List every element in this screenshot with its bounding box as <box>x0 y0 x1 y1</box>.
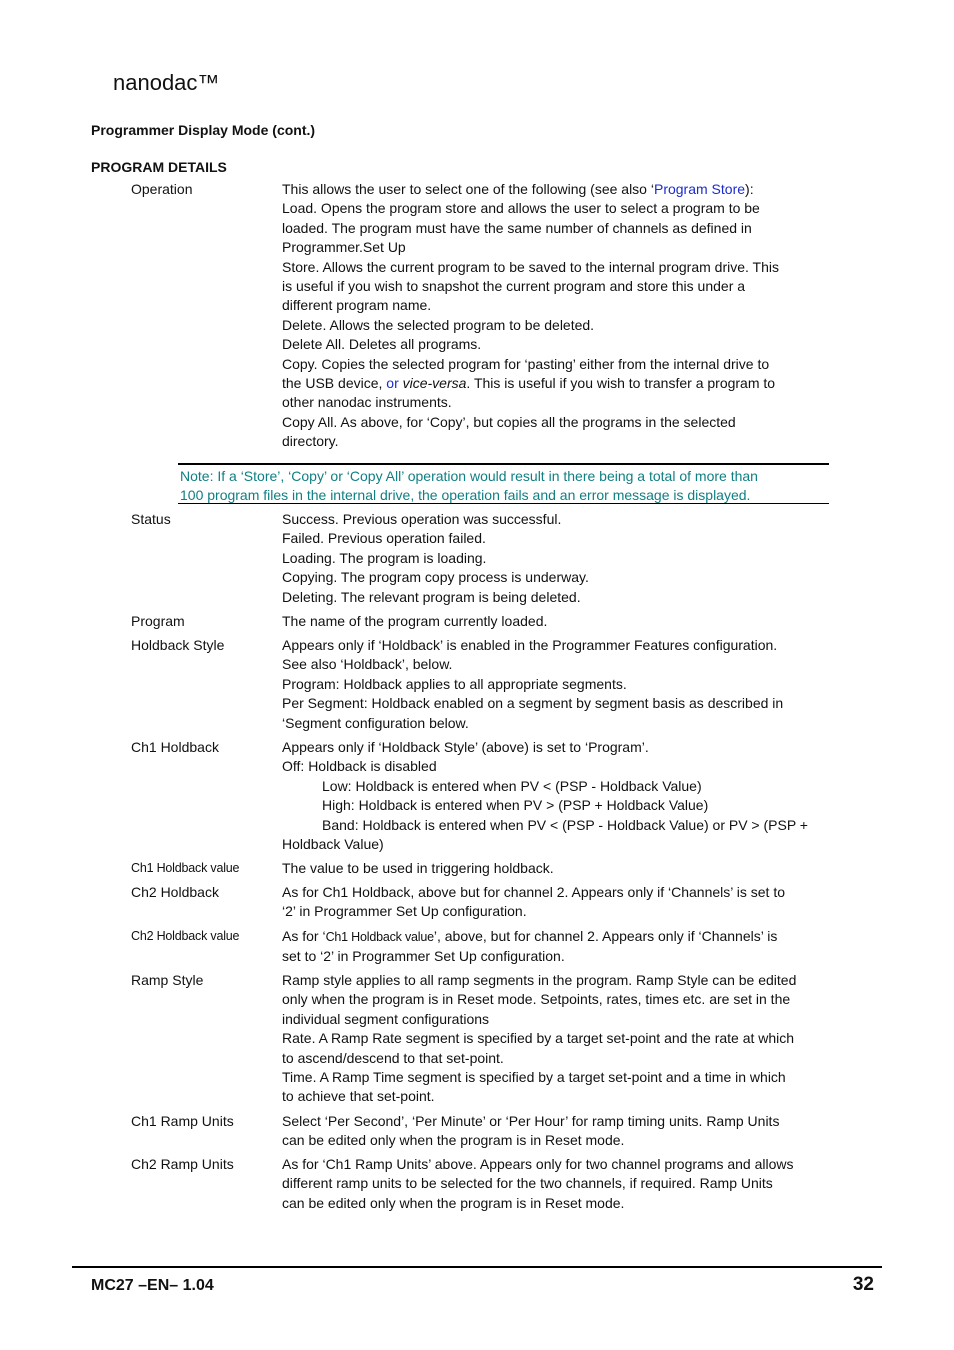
desc-ch1-holdback-value <box>282 859 830 878</box>
ch2-value-ref: Ch1 Holdback value <box>325 930 434 944</box>
ch1-holdback-option: Band: Holdback is entered when PV < (PSP - Holdback Value) or PV > (PSP + <box>322 816 808 833</box>
operation-line: Store. Allows the current program to be saved to the internal program drive. This <box>282 258 779 275</box>
ch2-ramp-units-line: can be edited only when the program is in Reset mode. <box>282 1194 625 1211</box>
label-holdback-style: Holdback Style <box>131 637 225 653</box>
ramp-style-line: Time. A Ramp Time segment is specified by a target set-point and a time in which <box>282 1069 786 1086</box>
ch2-value-pre: As for ‘ <box>282 928 326 944</box>
note-line: 100 program files in the internal drive, the operation fails and an error message is displayed. <box>180 487 751 504</box>
desc-operation <box>282 180 830 452</box>
copy-line-pre: the USB device, <box>282 375 387 392</box>
label-program: Program <box>131 613 185 629</box>
operation-line: Delete. Allows the selected program to be deleted. <box>282 316 595 333</box>
program-store-link[interactable]: Program Store <box>653 181 746 197</box>
ramp-style-line: Ramp style applies to all ramp segments in the program. Ramp Style can be edited <box>282 972 797 988</box>
operation-line: Copy All. As above, for ‘Copy’, but copies all the programs in the selected <box>282 413 736 430</box>
ch1-holdback-line: Off: Holdback is disabled <box>282 758 437 775</box>
ramp-style-line: individual segment configurations <box>282 1010 490 1027</box>
label-ch2-holdback: Ch2 Holdback <box>131 884 219 900</box>
ch1-holdback-option: High: Holdback is entered when PV > (PSP + Holdback Value) <box>322 797 709 814</box>
desc-holdback-style <box>282 636 830 733</box>
desc-ch1-holdback <box>282 738 830 854</box>
label-ch2-holdback-value: Ch2 Holdback value <box>131 929 240 943</box>
desc-ch2-ramp-units <box>282 1155 830 1213</box>
status-line: Success. Previous operation was successful. <box>282 511 562 527</box>
operation-line: Copy. Copies the selected program for ‘pasting’ either from the internal drive to <box>282 355 770 372</box>
copy-line-post: . This is useful if you wish to transfer a program to <box>466 375 776 392</box>
label-ch2-ramp-units: Ch2 Ramp Units <box>131 1156 234 1172</box>
desc-program <box>282 612 830 631</box>
section-title: Programmer Display Mode (cont.) <box>91 122 316 138</box>
note-box <box>178 463 829 504</box>
status-line: Deleting. The relevant program is being deleted. <box>282 588 581 605</box>
ch1-holdback-tail: Holdback Value) <box>282 836 384 853</box>
ch2-value-post: ’, above, but for channel 2. Appears only if ‘Channels’ is <box>433 928 778 944</box>
holdback-style-line: Per Segment: Holdback enabled on a segment by segment basis as described in <box>282 695 784 712</box>
ch2-holdback-line: ‘2’ in Programmer Set Up configuration. <box>282 903 527 920</box>
ramp-style-line: only when the program is in Reset mode. Setpoints, rates, times etc. are set in the <box>282 991 791 1008</box>
ramp-style-line: to achieve that set-point. <box>282 1088 435 1105</box>
desc-status <box>282 510 830 607</box>
ch1-ramp-units-line: Select ‘Per Second’, ‘Per Minute’ or ‘Per Hour’ for ramp timing units. Ramp Units <box>282 1113 780 1129</box>
ramp-style-line: Rate. A Ramp Rate segment is specified by a target set-point and the rate at which <box>282 1030 795 1047</box>
holdback-style-line: Program: Holdback applies to all appropriate segments. <box>282 675 627 692</box>
operation-line: Load. Opens the program store and allows the user to select a program to be <box>282 200 760 217</box>
label-ch1-holdback-value: Ch1 Holdback value <box>131 861 240 875</box>
operation-line: directory. <box>282 433 339 450</box>
note-line: Note: If a ‘Store’, ‘Copy’ or ‘Copy All’ operation would result in there being a total of more than <box>180 468 758 484</box>
ramp-style-line: to ascend/descend to that set-point. <box>282 1049 504 1066</box>
page-number: 32 <box>852 1274 874 1295</box>
desc-ch2-holdback <box>282 883 830 922</box>
label-ch1-ramp-units: Ch1 Ramp Units <box>131 1113 234 1129</box>
ch1-holdback-value-line: The value to be used in triggering holdback. <box>282 860 554 876</box>
status-line: Loading. The program is loading. <box>282 549 487 566</box>
holdback-style-line: ‘Segment configuration below. <box>282 714 469 731</box>
ch2-holdback-line: As for Ch1 Holdback, above but for channel 2. Appears only if ‘Channels’ is set to <box>282 884 785 900</box>
holdback-style-line: Appears only if ‘Holdback’ is enabled in the Programmer Features configuration. <box>282 637 778 653</box>
status-line: Copying. The program copy process is underway. <box>282 569 589 586</box>
desc-ch2-holdback-value <box>282 927 830 967</box>
operation-line: Programmer.Set Up <box>282 239 406 256</box>
status-line: Failed. Previous operation failed. <box>282 530 486 547</box>
desc-ramp-style <box>282 971 830 1107</box>
operation-line: loaded. The program must have the same number of channels as defined in <box>282 219 752 236</box>
operation-intro-pre: This allows the user to select one of the following (see also ‘ <box>282 181 654 197</box>
ch1-holdback-option: Low: Holdback is entered when PV < (PSP - Holdback Value) <box>322 777 702 794</box>
program-line: The name of the program currently loaded. <box>282 613 548 629</box>
or-link[interactable]: or <box>386 375 399 392</box>
footer-doc-id: MC27 –EN– 1.04 <box>91 1277 214 1294</box>
label-status: Status <box>131 511 171 527</box>
ch1-holdback-line: Appears only if ‘Holdback Style’ (above) is set to ‘Program’. <box>282 739 649 755</box>
operation-line: is useful if you wish to snapshot the current program and store this under a <box>282 278 746 295</box>
brand-title: nanodac™ <box>113 70 220 95</box>
vice-versa-text: vice-versa <box>402 375 467 392</box>
ch2-ramp-units-line: As for ‘Ch1 Ramp Units’ above. Appears only for two channel programs and allows <box>282 1156 794 1172</box>
subsection-title: PROGRAM DETAILS <box>91 159 227 175</box>
desc-ch1-ramp-units <box>282 1112 830 1151</box>
label-ramp-style: Ramp Style <box>131 972 204 988</box>
operation-line: different program name. <box>282 297 432 314</box>
operation-line: other nanodac instruments. <box>282 394 452 411</box>
holdback-style-line: See also ‘Holdback’, below. <box>282 656 453 673</box>
footer-rule <box>72 1266 882 1268</box>
ch2-ramp-units-line: different ramp units to be selected for the two channels, if required. Ramp Units <box>282 1175 773 1192</box>
operation-line: Delete All. Deletes all programs. <box>282 336 482 353</box>
label-operation: Operation <box>131 181 193 197</box>
ch2-holdback-value-line: set to ‘2’ in Programmer Set Up configuration. <box>282 948 565 965</box>
ch1-ramp-units-line: can be edited only when the program is in Reset mode. <box>282 1132 625 1149</box>
label-ch1-holdback: Ch1 Holdback <box>131 739 219 755</box>
operation-intro-post: ): <box>745 181 754 197</box>
